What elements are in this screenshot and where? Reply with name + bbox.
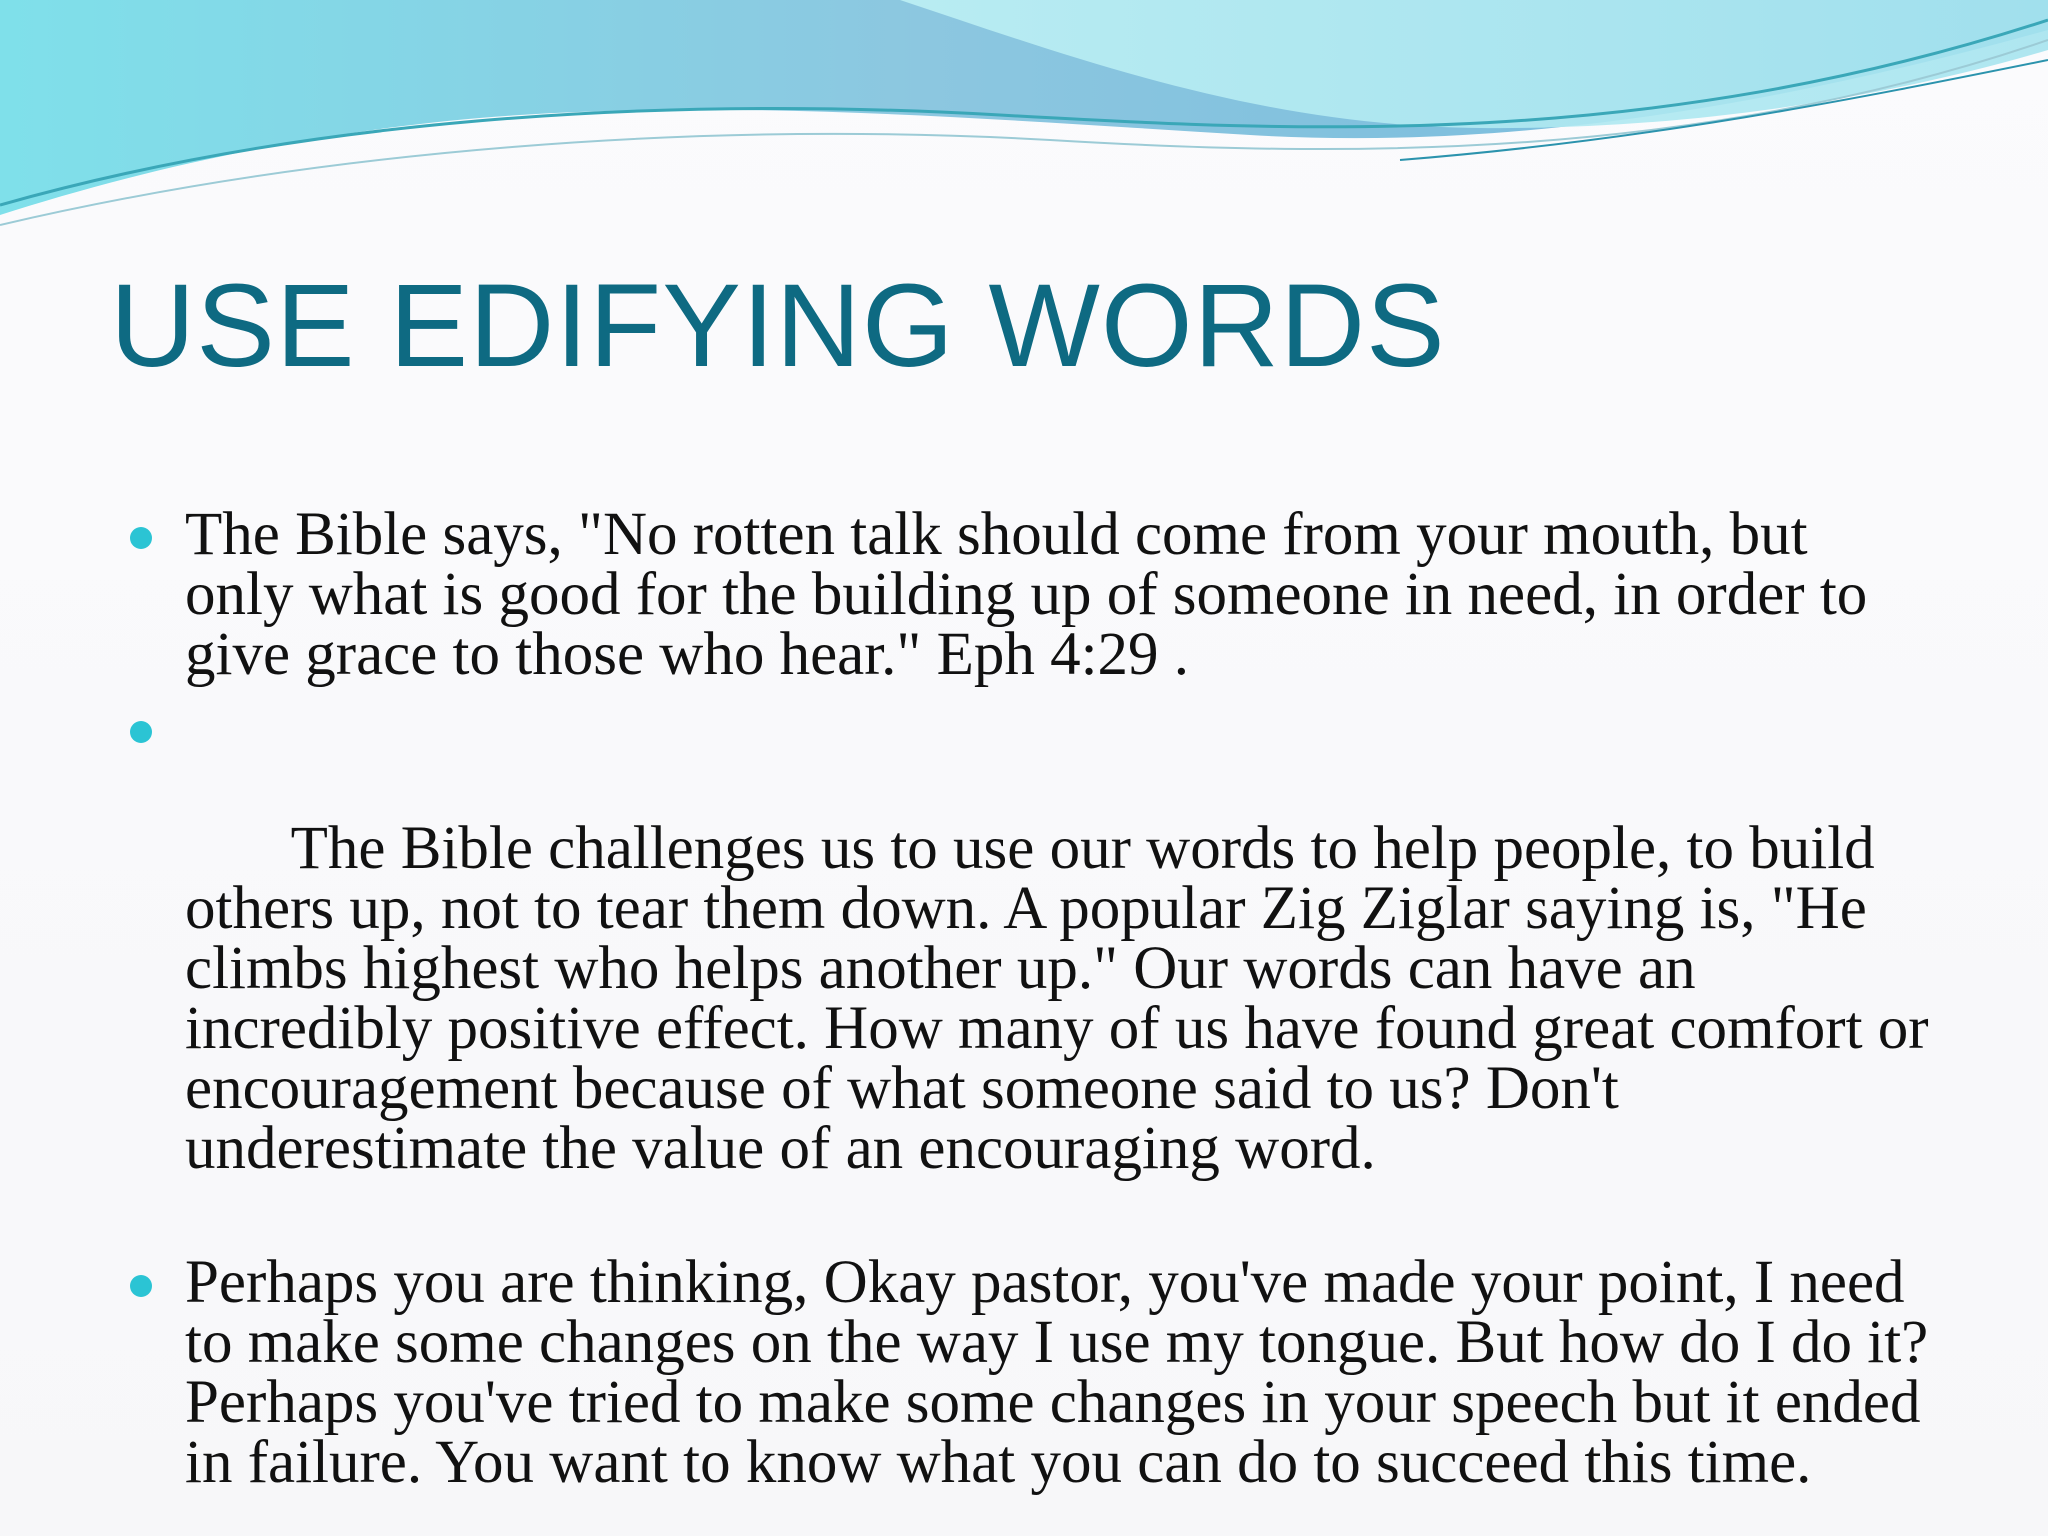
- bullet-dot-icon: [130, 527, 152, 549]
- bullet-dot-icon: [130, 721, 152, 743]
- header-wave-decoration: [0, 0, 2048, 240]
- bullet-list: [130, 501, 1944, 1507]
- bullet-text: The Bible says, "No rotten talk should come from your mouth, but only what is good for the building up of someone in need, in order to give grace to those who hear." Eph 4:29 .: [185, 501, 1868, 688]
- bullet-item: [130, 699, 1944, 1239]
- slide-title: USE EDIFYING WORDS: [110, 260, 1446, 392]
- bullet-dot-icon: [130, 1275, 152, 1297]
- bullet-item: [130, 1249, 1930, 1496]
- bullet-text: Perhaps you are thinking, Okay pastor, you've made your point, I need to make some changes on the way I use my tongue. But how do I do it? Perhaps you've tried to make some changes in your speech but it ended in failure. You want to know what you can do to succeed this time.: [185, 1249, 1929, 1496]
- bullet-item: [130, 501, 1930, 688]
- bullet-text: The Bible challenges us to use our words to help people, to build others up, not to tear them down. A popular Zig Ziglar saying is, "He climbs highest who helps another up." Our words can have an incredibly positive effect. How many of us have found great comfort or encouragement because of what someone said to us? Don't underestimate the value of an encouraging word.: [185, 815, 1944, 1182]
